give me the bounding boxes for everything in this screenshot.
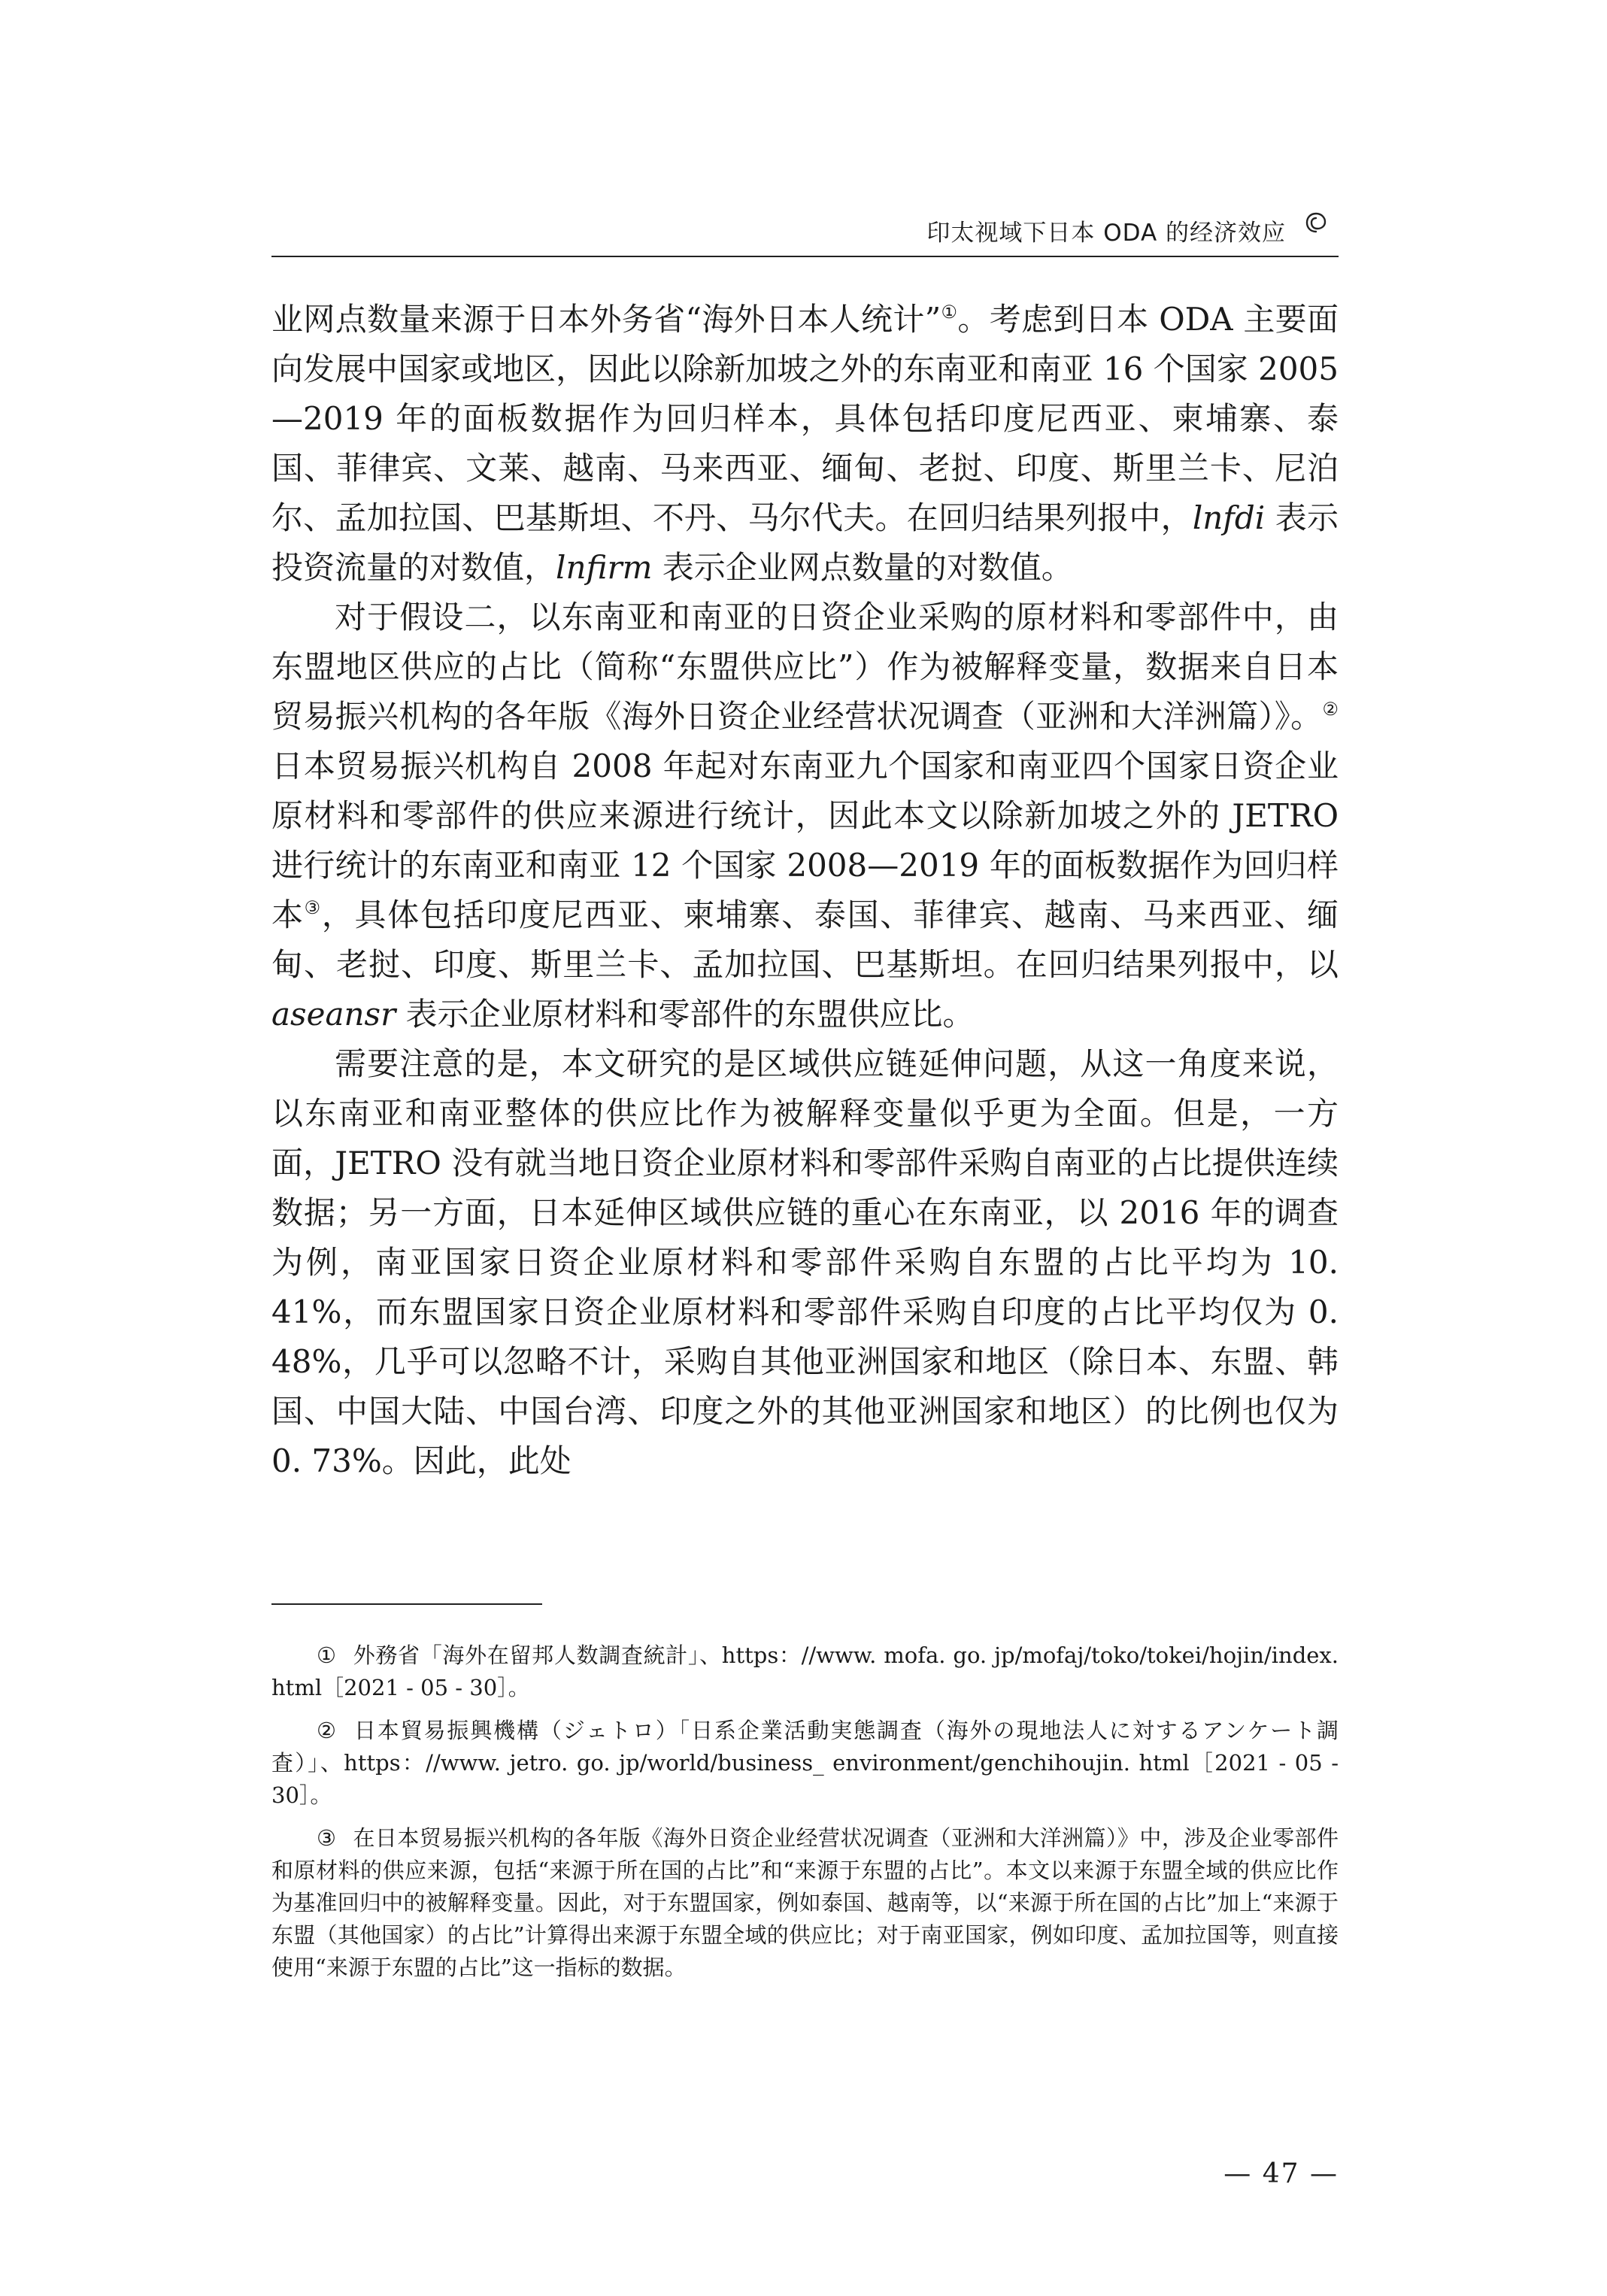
footnote-ref-2[interactable]: ② [1322,699,1339,720]
paragraph-2 [271,593,1339,1039]
footnote-text: 在日本贸易振兴机构的各年版《海外日资企业经营状况调查（亚洲和大洋洲篇）》中，涉及企业零部件和原材料的供应来源，包括“来源于所在国的占比”和“来源于东盟的占比”。本文以来源于东盟全域的供应比作为基准回归中的被解释变量。因此，对于东盟国家，例如泰国、越南等，以“来源于所在国的占比”加上“来源于东盟（其他国家）的占比”计算得出来源于东盟全域的供应比；对于南亚国家，例如印度、孟加拉国等，则直接使用“来源于东盟的占比”这一指标的数据。 [271,1825,1339,1980]
paragraph-2-text-c: ，具体包括印度尼西亚、柬埔寨、泰国、菲律宾、越南、马来西亚、缅甸、老挝、印度、斯里兰卡、孟加拉国、巴基斯坦。在回归结果列报中，以 [271,896,1339,983]
footnote-text: 日本貿易振興機構（ジェトロ）「日系企業活動実態調査（海外の現地法人に対するアンケート調査）」、https：//www. jetro. go. jp/world/business_ environment/genchihoujin. html［2021 - 05 - 30］。 [271,1718,1339,1808]
footnote-3 [271,1822,1339,1984]
running-header [271,196,1339,257]
paragraph-1-text-c: 表示投资流量的对数值， [271,499,1339,586]
footnote-number: ③ [317,1825,337,1851]
paragraph-2-text-d: 表示企业原材料和零部件的东盟供应比。 [396,996,975,1033]
main-text [271,295,1339,1486]
footnote-ref-1[interactable]: ① [941,302,958,323]
footnote-text: 外務省「海外在留邦人数調査統計」、https：//www. mofa. go. jp/mofaj/toko/tokei/hojin/index. html［2021 - 05 - 30］。 [271,1642,1339,1700]
running-header-title: 印太视域下日本 ODA 的经济效应 [926,220,1286,247]
footnote-2 [271,1715,1339,1812]
footnotes [271,1639,1339,1994]
variable-lnfirm: lnfirm [556,549,653,586]
spiral-logo-icon [1304,211,1328,235]
footnote-ref-3[interactable]: ③ [304,897,322,918]
page-number: — 47 — [1223,2158,1339,2189]
variable-lnfdi: lnfdi [1192,499,1266,536]
paragraph-1-text-a: 业网点数量来源于日本外务省“海外日本人统计” [271,301,941,338]
footnote-number: ① [317,1642,337,1668]
paragraph-1 [271,295,1339,593]
paragraph-1-text-b: 。考虑到日本 ODA 主要面向发展中国家或地区，因此以除新加坡之外的东南亚和南亚 16 个国家 2005—2019 年的面板数据作为回归样本，具体包括印度尼西亚、柬埔寨、泰国、菲律宾、文莱、越南、马来西亚、缅甸、老挝、印度、斯里兰卡、尼泊尔、孟加拉国、巴基斯坦、不丹、马尔代夫。在回归结果列报中， [271,301,1339,536]
paragraph-3: 需要注意的是，本文研究的是区域供应链延伸问题，从这一角度来说，以东南亚和南亚整体的供应比作为被解释变量似乎更为全面。但是，一方面，JETRO 没有就当地日资企业原材料和零部件采购自南亚的占比提供连续数据；另一方面，日本延伸区域供应链的重心在东南亚，以 2016 年的调查为例，南亚国家日资企业原材料和零部件采购自东盟的占比平均为 10. 41%，而东盟国家日资企业原材料和零部件采购自印度的占比平均仅为 0. 48%，几乎可以忽略不计，采购自其他亚洲国家和地区（除日本、东盟、韩国、中国大陆、中国台湾、印度之外的其他亚洲国家和地区）的比例也仅为 0. 73%。因此，此处 [271,1045,1339,1479]
paragraph-2-text-b: 日本贸易振兴机构自 2008 年起对东南亚九个国家和南亚四个国家日资企业原材料和零部件的供应来源进行统计，因此本文以除新加坡之外的 JETRO 进行统计的东南亚和南亚 12 个国家 2008—2019 年的面板数据作为回归样本 [271,748,1339,933]
footnote-number: ② [317,1718,338,1743]
paragraph-2-text-a: 对于假设二，以东南亚和南亚的日资企业采购的原材料和零部件中，由东盟地区供应的占比（简称“东盟供应比”）作为被解释变量，数据来自日本贸易振兴机构的各年版《海外日资企业经营状况调查（亚洲和大洋洲篇）》。 [271,599,1339,735]
paragraph-1-text-d: 表示企业网点数量的对数值。 [652,549,1073,586]
variable-aseansr: aseansr [271,996,396,1033]
footnote-1 [271,1639,1339,1704]
footnote-divider [271,1603,542,1605]
